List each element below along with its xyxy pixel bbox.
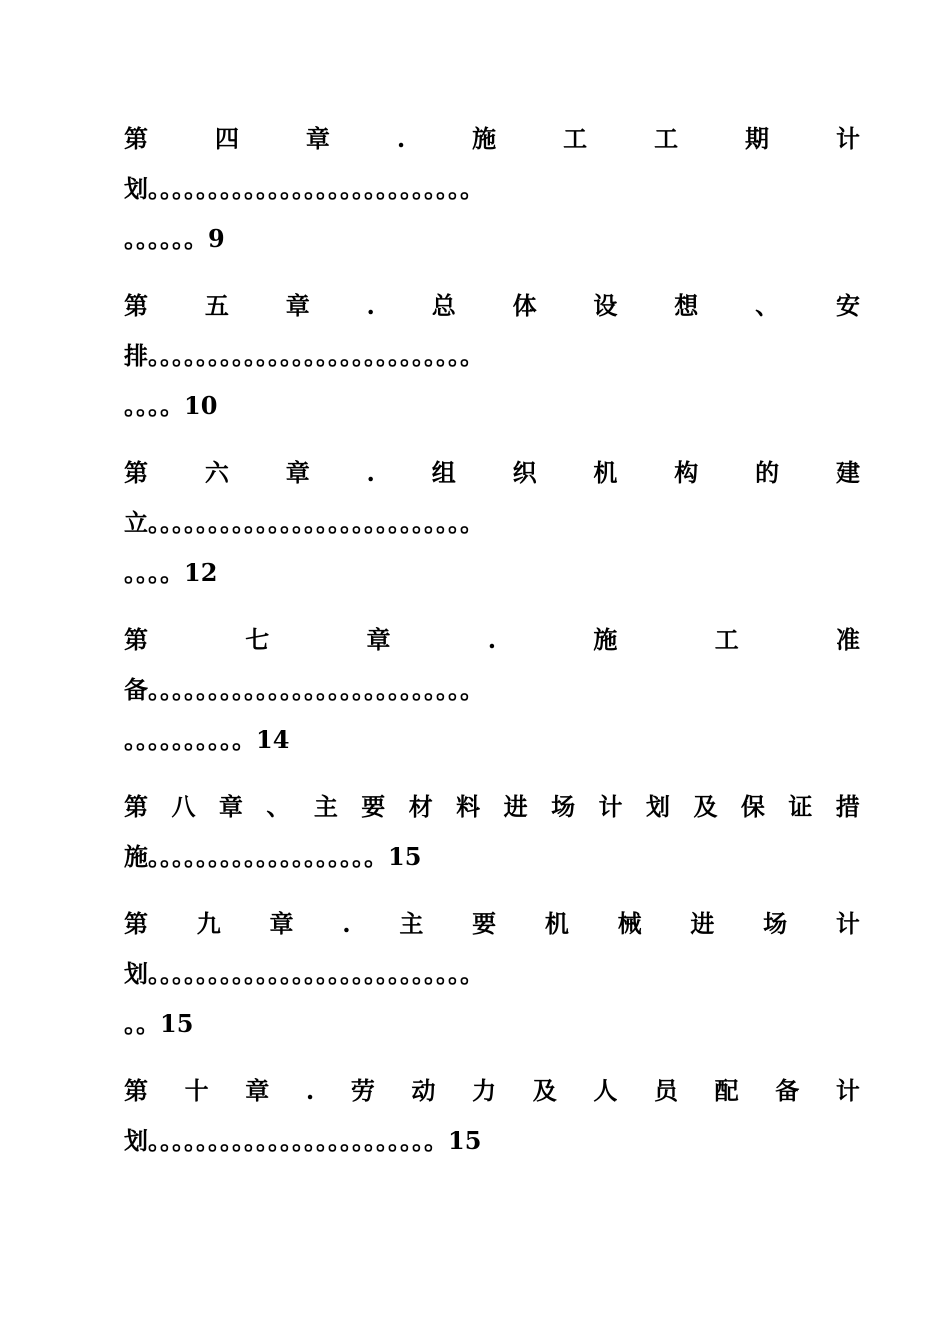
- toc-title-char: 及: [532, 1076, 557, 1105]
- toc-entry-page-number: 。。15: [124, 1009, 194, 1038]
- toc-title-char: 、: [266, 792, 291, 821]
- toc-title-char: 机: [593, 458, 618, 487]
- toc-entry-title: [124, 281, 860, 331]
- toc-title-char: 划: [645, 792, 670, 821]
- toc-title-char: 六: [204, 458, 229, 487]
- toc-title-char: 第: [124, 792, 148, 821]
- toc-entry-title: [124, 448, 860, 498]
- toc-title-char: 计: [835, 909, 860, 938]
- toc-title-char: 第: [124, 124, 148, 153]
- toc-title-char: 及: [693, 792, 718, 821]
- toc-title-char: 章: [366, 625, 391, 654]
- toc-title-char: 章: [285, 291, 310, 320]
- toc-title-char: 四: [214, 124, 239, 153]
- toc-title-char: 料: [456, 792, 481, 821]
- toc-title-char: 材: [408, 792, 433, 821]
- toc-title-char: 工: [714, 625, 739, 654]
- toc-title-char: 进: [690, 909, 715, 938]
- toc-title-char: .: [487, 625, 497, 654]
- toc-title-char: 施: [472, 124, 497, 153]
- toc-title-char: 章: [269, 909, 294, 938]
- toc-title-char: .: [396, 124, 406, 153]
- toc-title-char: 动: [411, 1076, 436, 1105]
- toc-title-char: 主: [313, 792, 338, 821]
- toc-title-char: 工: [654, 124, 679, 153]
- toc-title-char: 第: [124, 909, 148, 938]
- toc-entry-leader: 划。。。。。。。。。。。。。。。。。。。。。。。。。。。: [124, 174, 484, 203]
- toc-title-char: 章: [305, 124, 330, 153]
- toc-title-char: 组: [431, 458, 456, 487]
- toc-title-char: 章: [218, 792, 243, 821]
- toc-entry-page-number: 。。。。10: [124, 391, 218, 420]
- toc-title-char: 期: [745, 124, 770, 153]
- toc-title-char: .: [366, 291, 375, 320]
- toc-title-char: 第: [124, 458, 148, 487]
- toc-title-char: 第: [124, 625, 148, 654]
- toc-entry-leader: 划。。。。。。。。。。。。。。。。。。。。。。。。。。。: [124, 959, 484, 988]
- toc-title-char: 计: [598, 792, 623, 821]
- toc-entry-title: [124, 899, 860, 949]
- toc-title-char: 措: [835, 792, 860, 821]
- table-of-contents: [124, 114, 860, 1166]
- toc-title-char: 织: [512, 458, 537, 487]
- toc-entry-title: [124, 782, 860, 832]
- toc-title-char: 计: [835, 124, 860, 153]
- toc-title-char: 进: [503, 792, 528, 821]
- toc-title-char: 劳: [350, 1076, 375, 1105]
- toc-entry[interactable]: [124, 899, 860, 1049]
- toc-entry-page-number: 。。。。。。。。。。14: [124, 725, 290, 754]
- toc-title-char: 的: [755, 458, 780, 487]
- toc-entry-title: [124, 615, 860, 665]
- toc-title-char: 八: [171, 792, 196, 821]
- toc-entry[interactable]: [124, 615, 860, 765]
- toc-title-char: 第: [124, 291, 148, 320]
- toc-title-char: 、: [755, 291, 780, 320]
- toc-entry-title: [124, 114, 860, 164]
- toc-title-char: 备: [775, 1076, 800, 1105]
- toc-title-char: 工: [563, 124, 588, 153]
- toc-entry-title: [124, 1066, 860, 1116]
- toc-title-char: 施: [593, 625, 618, 654]
- toc-entry[interactable]: [124, 448, 860, 598]
- toc-title-char: 构: [674, 458, 699, 487]
- toc-title-char: 七: [245, 625, 270, 654]
- toc-title-char: 力: [472, 1076, 497, 1105]
- toc-title-char: .: [305, 1076, 315, 1105]
- toc-title-char: 想: [674, 291, 699, 320]
- toc-title-char: .: [342, 909, 351, 938]
- toc-title-char: 安: [835, 291, 860, 320]
- toc-entry-leader: 备。。。。。。。。。。。。。。。。。。。。。。。。。。。: [124, 675, 484, 704]
- toc-title-char: 人: [593, 1076, 618, 1105]
- toc-entry[interactable]: [124, 782, 860, 882]
- toc-title-char: .: [366, 458, 375, 487]
- toc-entry-leader: 排。。。。。。。。。。。。。。。。。。。。。。。。。。。: [124, 341, 484, 370]
- toc-title-char: 械: [617, 909, 642, 938]
- toc-title-char: 九: [196, 909, 221, 938]
- toc-title-char: 体: [512, 291, 537, 320]
- toc-title-char: 机: [544, 909, 569, 938]
- toc-entry[interactable]: [124, 114, 860, 264]
- toc-title-char: 总: [431, 291, 456, 320]
- toc-title-char: 十: [184, 1076, 209, 1105]
- toc-title-char: 要: [361, 792, 386, 821]
- toc-title-char: 准: [835, 625, 860, 654]
- toc-title-char: 员: [653, 1076, 678, 1105]
- toc-title-char: 场: [551, 792, 576, 821]
- toc-entry-leader: 施。。。。。。。。。。。。。。。。。。。15: [124, 842, 422, 871]
- toc-title-char: 第: [124, 1076, 148, 1105]
- toc-entry-leader: 划。。。。。。。。。。。。。。。。。。。。。。。。15: [124, 1126, 482, 1155]
- toc-entry-page-number: 。。。。12: [124, 558, 218, 587]
- toc-entry[interactable]: [124, 1066, 860, 1166]
- toc-title-char: 章: [285, 458, 310, 487]
- toc-title-char: 证: [788, 792, 813, 821]
- toc-title-char: 要: [472, 909, 497, 938]
- toc-title-char: 主: [399, 909, 424, 938]
- toc-title-char: 设: [593, 291, 618, 320]
- toc-entry[interactable]: [124, 281, 860, 431]
- toc-title-char: 计: [835, 1076, 860, 1105]
- toc-title-char: 建: [835, 458, 860, 487]
- toc-entry-page-number: 。。。。。。9: [124, 224, 225, 253]
- toc-title-char: 场: [763, 909, 788, 938]
- toc-title-char: 五: [204, 291, 229, 320]
- toc-title-char: 配: [714, 1076, 739, 1105]
- toc-title-char: 章: [245, 1076, 270, 1105]
- toc-title-char: 保: [740, 792, 765, 821]
- toc-entry-leader: 立。。。。。。。。。。。。。。。。。。。。。。。。。。。: [124, 508, 484, 537]
